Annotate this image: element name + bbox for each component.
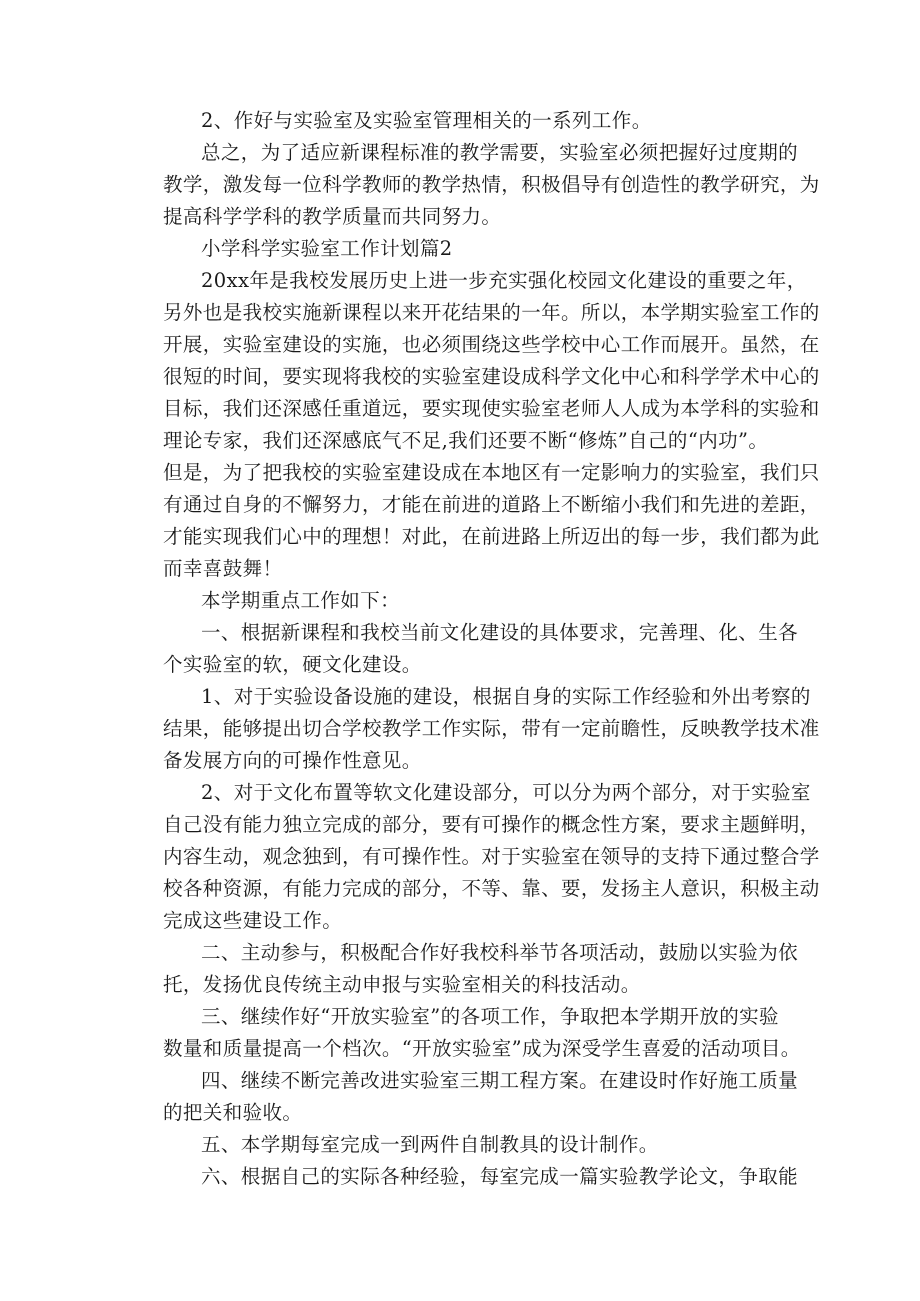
- paragraph-line: 很短的时间，要实现将我校的实验室建设成科学文化中心和科学学术中心的: [163, 365, 820, 388]
- paragraph-line: 校各种资源，有能力完成的部分，不等、靠、要，发扬主人意识，积极主动: [163, 877, 820, 900]
- paragraph-line: 提高科学学科的教学质量而共同努力。: [163, 205, 502, 228]
- section-heading: 小学科学实验室工作计划篇2: [201, 237, 453, 260]
- paragraph-line: 才能实现我们心中的理想！对此，在前进路上所迈出的每一步，我们都为此: [163, 525, 820, 548]
- paragraph-line: 的把关和验收。: [163, 1101, 303, 1124]
- paragraph-line: 2、对于文化布置等软文化建设部分，可以分为两个部分，对于实验室: [201, 781, 811, 804]
- paragraph-line: 内容生动，观念独到，有可操作性。对于实验室在领导的支持下通过整合学: [163, 845, 820, 868]
- paragraph-line: 个实验室的软，硬文化建设。: [163, 653, 422, 676]
- paragraph-line: 2、作好与实验室及实验室管理相关的一系列工作。: [201, 109, 652, 132]
- paragraph-line: 六、根据自己的实际各种经验，每室完成一篇实验教学论文，争取能: [201, 1165, 799, 1188]
- paragraph-line: 自己没有能力独立完成的部分，要有可操作的概念性方案，要求主题鲜明，: [163, 813, 820, 836]
- paragraph-line: 三、继续作好“开放实验室”的各项工作，争取把本学期开放的实验: [201, 1005, 779, 1028]
- paragraph-line: 一、根据新课程和我校当前文化建设的具体要求，完善理、化、生各: [201, 621, 799, 644]
- paragraph-line: 1、对于实验设备设施的建设，根据自身的实际工作经验和外出考察的: [201, 685, 811, 708]
- paragraph-line: 有通过自身的不懈努力，才能在前进的道路上不断缩小我们和先进的差距，: [163, 493, 820, 516]
- paragraph-line: 教学，激发每一位科学教师的教学热情，积极倡导有创造性的教学研究，为: [163, 173, 820, 196]
- paragraph-line: 但是，为了把我校的实验室建设成在本地区有一定影响力的实验室，我们只: [163, 461, 820, 484]
- paragraph-line: 四、继续不断完善改进实验室三期工程方案。在建设时作好施工质量: [201, 1069, 799, 1092]
- paragraph-line: 本学期重点工作如下：: [201, 589, 401, 612]
- paragraph-line: 结果，能够提出切合学校教学工作实际，带有一定前瞻性，反映教学技术准: [163, 717, 820, 740]
- paragraph-line: 总之，为了适应新课程标准的教学需要，实验室必须把握好过度期的: [201, 141, 799, 164]
- paragraph-line: 20xx年是我校发展历史上进一步充实强化校园文化建设的重要之年，: [201, 269, 807, 292]
- paragraph-line: 完成这些建设工作。: [163, 909, 343, 932]
- paragraph-line: 二、主动参与，积极配合作好我校科举节各项活动，鼓励以实验为依: [201, 941, 799, 964]
- paragraph-line: 理论专家，我们还深感底气不足,我们还要不断“修炼”自己的“内功”。: [163, 429, 769, 452]
- paragraph-line: 备发展方向的可操作性意见。: [163, 749, 422, 772]
- paragraph-line: 开展，实验室建设的实施，也必须围绕这些学校中心工作而展开。虽然，在: [163, 333, 820, 356]
- paragraph-line: 五、本学期每室完成一到两件自制教具的设计制作。: [201, 1133, 659, 1156]
- paragraph-line: 另外也是我校实施新课程以来开花结果的一年。所以，本学期实验室工作的: [163, 301, 820, 324]
- paragraph-line: 数量和质量提高一个档次。“开放实验室”成为深受学生喜爱的活动项目。: [163, 1037, 801, 1060]
- paragraph-line: 而幸喜鼓舞！: [163, 557, 283, 580]
- paragraph-line: 托，发扬优良传统主动申报与实验室相关的科技活动。: [163, 973, 641, 996]
- paragraph-line: 目标，我们还深感任重道远，要实现使实验室老师人人成为本学科的实验和: [163, 397, 820, 420]
